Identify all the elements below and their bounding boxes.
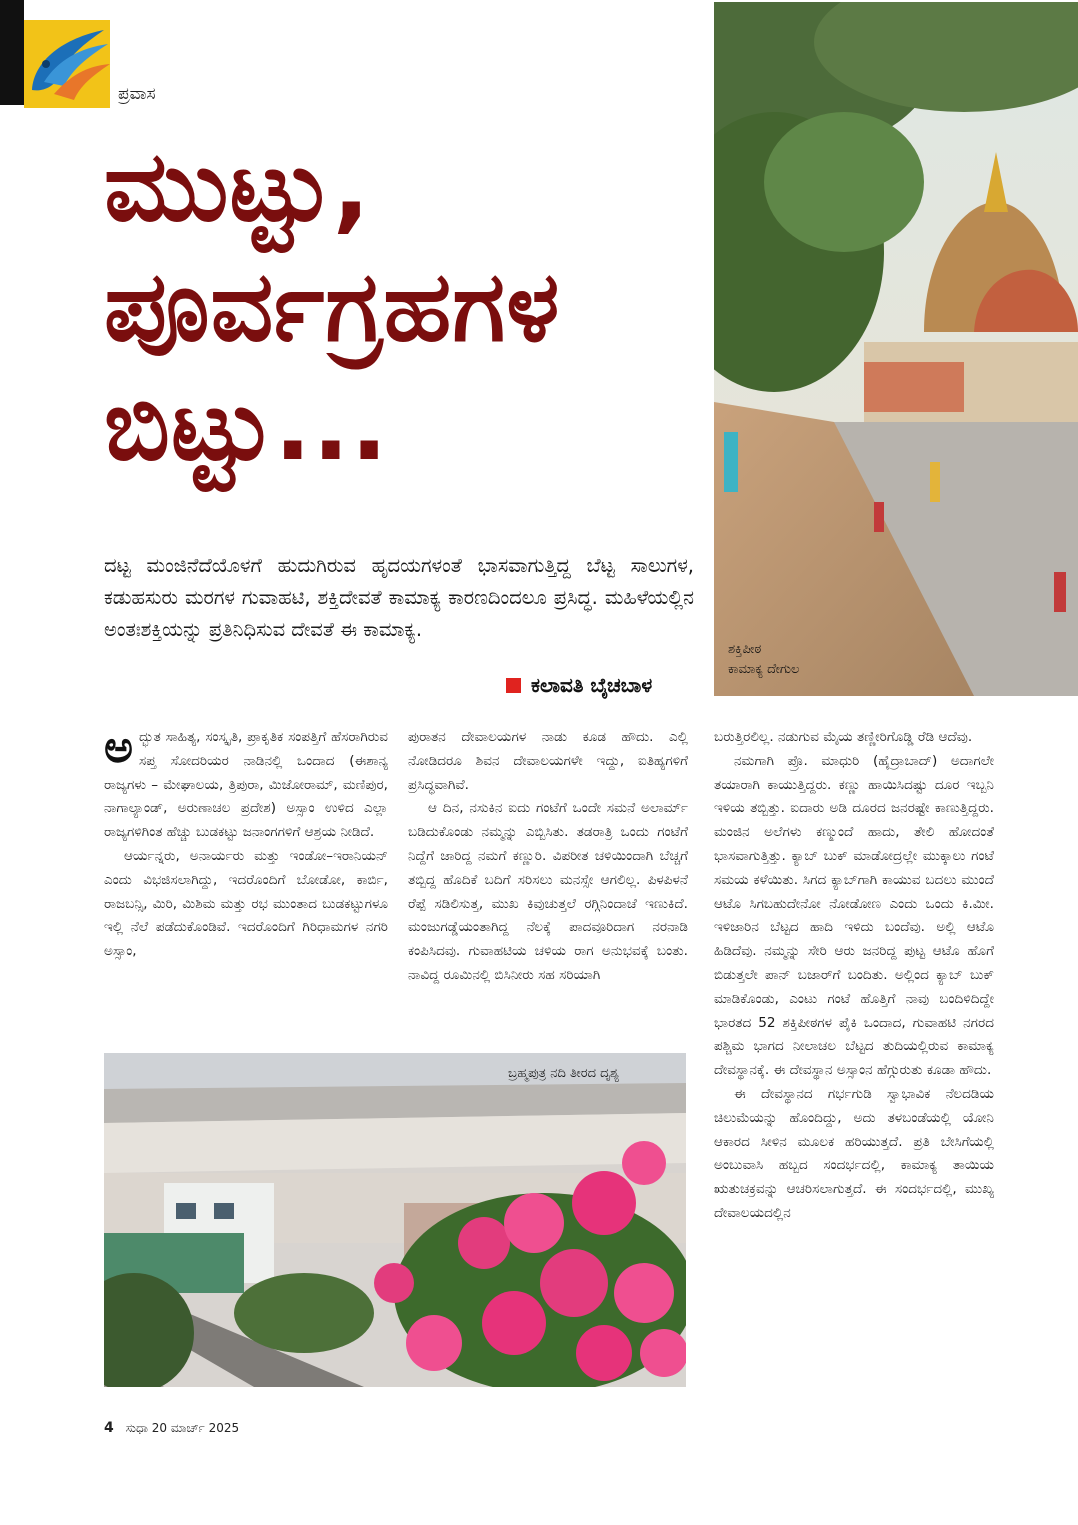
byline	[506, 673, 652, 697]
col2-paragraph-1: ಪುರಾತನ ದೇವಾಲಯಗಳ ನಾಡು ಕೂಡ ಹೌದು. ಎಲ್ಲಿ ನೋಡಿದರೂ ಶಿವನ ದೇವಾಲಯಗಳೇ ಇದ್ದು, ಐತಿಹ್ಯಗಳಿಗೆ ಪ್ರಸಿದ್ಧವಾಗಿವೆ.	[408, 729, 688, 793]
article-column-2	[408, 726, 688, 988]
article-column-3	[714, 726, 994, 1226]
col1-paragraph-2: ಆರ್ಯನ್ನರು, ಅನಾರ್ಯರು ಮತ್ತು ಇಂಡೋ–ಇರಾನಿಯನ್ ಎಂದು ವಿಭಜಿಸಲಾಗಿದ್ದು, ಇದರೊಂದಿಗೆ ಬೋಡೋ, ಕಾರ್ಬಿ, ರಾಜಬನ್ಸಿ, ಮಿರಿ, ಮಿಶಿಮ ಮತ್ತು ರಭ ಮುಂತಾದ ಬುಡಕಟ್ಟುಗಳೂ ಇಲ್ಲಿ ನೆಲೆ ಪಡೆದುಕೊಂಡಿವೆ. ಇದರೊಂದಿಗೆ ಗಿರಿಧಾಮಗಳ ನಗರಿ ಅಸ್ಸಾಂ,	[104, 847, 388, 960]
headline-line-1: ಮುಟ್ಟು,	[104, 130, 371, 244]
headline-line-3: ಬಿಟ್ಟು...	[104, 369, 389, 484]
col2-paragraph-2: ಆ ದಿನ, ನಸುಕಿನ ಐದು ಗಂಟೆಗೆ ಒಂದೇ ಸಮನೆ ಅಲಾರ್ಮ್ ಬಡಿದುಕೊಂಡು ನಮ್ಮನ್ನು ಎಬ್ಬಿಸಿತು. ತಡರಾತ್ರಿ ಒಂದು ಗಂಟೆಗೆ ನಿದ್ದೆಗೆ ಜಾರಿದ್ದ ನಮಗೆ ಕಣ್ಣುರಿ. ವಿಪರೀತ ಚಳಿಯಿಂದಾಗಿ ಬೆಚ್ಚಗೆ ತಬ್ಬಿದ್ದ ಹೊದಿಕೆ ಬದಿಗೆ ಸರಿಸಲು ಮನಸ್ಸೇ ಆಗಲಿಲ್ಲ. ಪಿಳಪಿಳನೆ ರೆಪ್ಪೆ ಸಡಿಲಿಸುತ್ತ, ಮುಖ ಕಿವುಚುತ್ತಲೆ ರಗ್ಗಿನಿಂದಾಚೆ ಇಣುಕಿದೆ. ಮಂಜುಗಡ್ಡೆಯಂತಾಗಿದ್ದ ನೆಲಕ್ಕೆ ಪಾದವೂರಿದಾಗ ನರನಾಡಿ ಕಂಪಿಸಿದವು. ಗುವಾಹಟಿಯ ಚಳಿಯ ರಾಗ ಅನುಭವಕ್ಕೆ ಬಂತು. ನಾವಿದ್ದ ರೂಮಿನಲ್ಲಿ ಬಿಸಿನೀರು ಸಹ ಸರಿಯಾಗಿ	[408, 800, 688, 983]
page-number: 4	[104, 1420, 114, 1436]
byline-square-icon	[506, 678, 521, 693]
temple-caption-line-2: ಕಾಮಾಕ್ಯ ದೇಗುಲ	[728, 662, 800, 677]
temple-caption-line-1: ಶಕ್ತಿಪೀಠ	[728, 642, 762, 657]
headline-line-2: ಪೂರ್ವಗ್ರಹಗಳ	[104, 249, 561, 364]
headline	[104, 128, 704, 487]
temple-caption	[728, 640, 799, 680]
byline-author: ಕಲಾವತಿ ಬೈಚಬಾಳ	[531, 673, 653, 697]
dropcap: ಅ	[104, 722, 133, 773]
article-column-1	[104, 722, 388, 964]
col3-paragraph-3: ಈ ದೇವಸ್ಥಾನದ ಗರ್ಭಗುಡಿ ಸ್ವಾಭಾವಿಕ ನೆಲದಡಿಯ ಚಿಲುಮೆಯನ್ನು ಹೊಂದಿದ್ದು, ಅದು ತಳಬಂಡೆಯಲ್ಲಿ ಯೋನಿ ಆಕಾರದ ಸೀಳಿನ ಮೂಲಕ ಹರಿಯುತ್ತದೆ. ಪ್ರತಿ ಬೇಸಿಗೆಯಲ್ಲಿ ಅಂಬುವಾಸಿ ಹಬ್ಬದ ಸಂದರ್ಭದಲ್ಲಿ, ಕಾಮಾಕ್ಯ ತಾಯಿಯ ಋತುಚಕ್ರವನ್ನು ಆಚರಿಸಲಾಗುತ್ತದೆ. ಈ ಸಂದರ್ಭದಲ್ಲಿ, ಮುಖ್ಯ ದೇವಾಲಯದಲ್ಲಿನ	[714, 1085, 994, 1221]
col3-paragraph-2: ನಮಗಾಗಿ ಪ್ರೊ. ಮಾಧುರಿ (ಹೈದ್ರಾಬಾದ್) ಅದಾಗಲೇ ತಯಾರಾಗಿ ಕಾಯುತ್ತಿದ್ದರು. ಕಣ್ಣು ಹಾಯಿಸಿದಷ್ಟು ದೂರ ಇಬ್ಬನಿ ಇಳಿಯ ತಬ್ಬಿತ್ತು. ಐದಾರು ಅಡಿ ದೂರದ ಜನರಷ್ಟೇ ಕಾಣುತ್ತಿದ್ದರು. ಮಂಜಿನ ಅಲೆಗಳು ಕಣ್ಮುಂದೆ ಹಾದು, ತೇಲಿ ಹೋದಂತೆ ಭಾಸವಾಗುತ್ತಿತ್ತು. ಕ್ಯಾಬ್ ಬುಕ್ ಮಾಡೋದ್ರಲ್ಲೇ ಮುಕ್ಕಾಲು ಗಂಟೆ ಸಮಯ ಕಳೆಯಿತು. ಸಿಗದ ಕ್ಯಾಬ್‌ಗಾಗಿ ಕಾಯುವ ಬದಲು ಮುಂದೆ ಆಟೊ ಸಿಗಬಹುದೇನೋ ನೋಡೋಣ ಎಂದು ಒಂದು ಕಿ.ಮೀ. ಇಳಿಜಾರಿನ ಬೆಟ್ಟದ ಹಾದಿ ಇಳಿದು ಬಂದೆವು. ಅಲ್ಲಿ ಆಟೊ ಹಿಡಿದೆವು. ನಮ್ಮನ್ನು ಸೇರಿ ಆರು ಜನರಿದ್ದ ಪುಟ್ಟ ಆಟೊ ಹೊಗೆ ಬಿಡುತ್ತಲೇ ಪಾನ್ ಬಜಾರ್‌ಗೆ ಬಂದಿತು. ಅಲ್ಲಿಂದ ಕ್ಯಾಬ್ ಬುಕ್ ಮಾಡಿಕೊಂಡು, ಎಂಟು ಗಂಟೆ ಹೊತ್ತಿಗೆ ನಾವು ಬಂದಿಳಿದಿದ್ದೇ ಭಾರತದ 52 ಶಕ್ತಿಪೀಠಗಳ ಪೈಕಿ ಒಂದಾದ, ಗುವಾಹಟಿ ನಗರದ ಪಶ್ಚಿಮ ಭಾಗದ ನೀಲಾಚಲ ಬೆಟ್ಟದ ತುದಿಯಲ್ಲಿರುವ ಕಾಮಾಕ್ಯ ದೇವಸ್ಥಾನಕ್ಕೆ. ಈ ದೇವಸ್ಥಾನ ಅಸ್ಸಾಂನ ಹೆಗ್ಗುರುತು ಕೂಡಾ ಹೌದು.	[714, 752, 994, 1079]
section-label: ಪ್ರವಾಸ	[118, 84, 156, 104]
footer-text: ಸುಧಾ 20 ಮಾರ್ಚ್ 2025	[125, 1421, 240, 1435]
magazine-logo	[24, 20, 110, 108]
temple-photo	[714, 2, 1078, 696]
river-photo	[104, 1053, 686, 1387]
col1-paragraph-1-text: ದ್ಭುತ ಸಾಹಿತ್ಯ, ಸಂಸ್ಕೃತಿ, ಪ್ರಾಕೃತಿಕ ಸಂಪತ್ತಿಗೆ ಹೆಸರಾಗಿರುವ ಸಪ್ತ ಸೋದರಿಯರ ನಾಡಿನಲ್ಲಿ ಒಂದಾದ (ಈಶಾನ್ಯ ರಾಜ್ಯಗಳು – ಮೇಘಾಲಯ, ತ್ರಿಪುರಾ, ಮಿಜೋರಾಮ್, ಮಣಿಪುರ, ನಾಗಾಲ್ಯಾಂಡ್, ಅರುಣಾಚಲ ಪ್ರದೇಶ) ಅಸ್ಸಾಂ ಉಳಿದ ಎಲ್ಲಾ ರಾಜ್ಯಗಳಿಗಿಂತ ಹೆಚ್ಚು ಬುಡಕಟ್ಟು ಜನಾಂಗಗಳಿಗೆ ಆಶ್ರಯ ನೀಡಿದೆ.	[104, 729, 388, 841]
col1-paragraph-1	[104, 722, 388, 845]
col3-paragraph-1: ಬರುತ್ತಿರಲಿಲ್ಲ. ನಡುಗುವ ಮೈಯ ತಣ್ಣೀರಿಗೊಡ್ಡಿ ರೆಡಿ ಆದೆವು.	[714, 729, 973, 745]
black-side-strip	[0, 0, 24, 105]
lede-paragraph: ದಟ್ಟ ಮಂಜಿನೆದೆಯೊಳಗೆ ಹುದುಗಿರುವ ಹೃದಯಗಳಂತೆ ಭಾಸವಾಗುತ್ತಿದ್ದ ಬೆಟ್ಟ ಸಾಲುಗಳ, ಕಡುಹಸುರು ಮರಗಳ ಗುವಾಹಟಿ, ಶಕ್ತಿದೇವತೆ ಕಾಮಾಕ್ಯ ಕಾರಣದಿಂದಲೂ ಪ್ರಸಿದ್ಧ. ಮಹಿಳೆಯಲ್ಲಿನ ಅಂತಃಶಕ್ತಿಯನ್ನು ಪ್ರತಿನಿಧಿಸುವ ದೇವತೆ ಈ ಕಾಮಾಕ್ಯ.	[104, 554, 694, 641]
river-caption: ಬ್ರಹ್ಮಪುತ್ರ ನದಿ ತೀರದ ದೃಶ್ಯ	[508, 1066, 619, 1081]
page-footer	[104, 1420, 239, 1436]
